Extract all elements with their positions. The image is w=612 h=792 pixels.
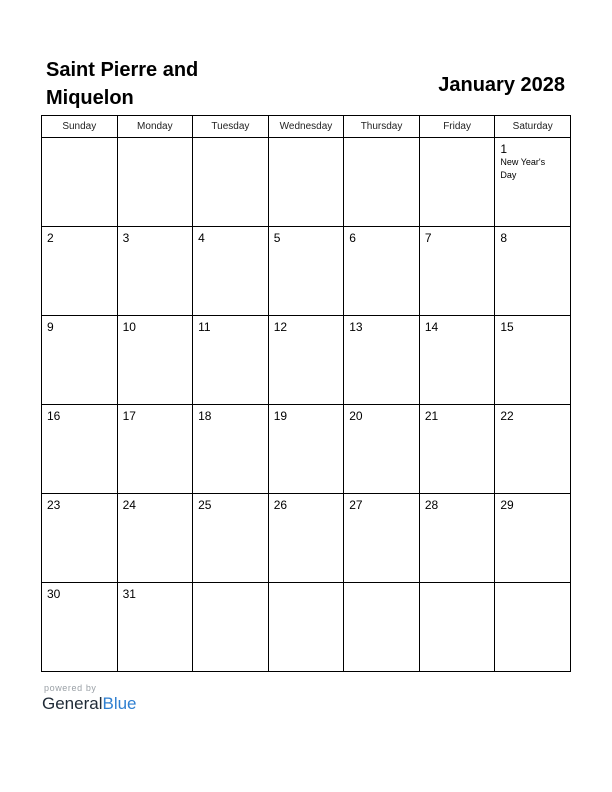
day-number: 19	[273, 409, 288, 423]
day-number: 26	[273, 498, 288, 512]
day-cell	[268, 583, 344, 672]
day-cell	[419, 494, 495, 583]
day-number: 20	[349, 409, 363, 423]
day-number: 24	[122, 498, 136, 512]
weekday-header-row	[42, 116, 571, 138]
day-number: 5	[273, 231, 281, 245]
day-cell	[344, 583, 420, 672]
day-cell	[344, 316, 420, 405]
week-row	[42, 583, 571, 672]
country-title: Saint Pierre and Miquelon	[46, 59, 199, 109]
day-cell	[117, 316, 193, 405]
day-number: 15	[500, 320, 514, 334]
logo-text-blue: Blue	[102, 694, 137, 713]
day-cell	[117, 405, 193, 494]
day-number: 31	[122, 587, 136, 601]
day-number: 25	[198, 498, 212, 512]
day-cell	[344, 405, 420, 494]
day-cell	[268, 316, 344, 405]
day-number: 1	[500, 142, 508, 156]
day-cell	[419, 316, 495, 405]
day-number: 6	[349, 231, 356, 245]
month-title: January 2028	[438, 74, 565, 96]
day-cell	[495, 227, 571, 316]
day-number: 12	[273, 320, 288, 334]
weekday-tuesday: Tuesday	[193, 116, 269, 138]
weekday-monday: Monday	[117, 116, 193, 138]
day-cell	[117, 583, 193, 672]
day-number: 11	[198, 320, 211, 334]
day-number: 13	[349, 320, 363, 334]
day-cell	[117, 138, 193, 227]
day-cell	[495, 494, 571, 583]
day-cell	[268, 494, 344, 583]
day-cell	[495, 405, 571, 494]
week-row	[42, 316, 571, 405]
day-cell	[42, 405, 118, 494]
day-number: 4	[198, 231, 205, 245]
day-cell	[268, 405, 344, 494]
weekday-wednesday: Wednesday	[268, 116, 344, 138]
day-cell	[42, 138, 118, 227]
week-row	[42, 138, 571, 227]
day-cell	[42, 227, 118, 316]
day-number: 27	[349, 498, 363, 512]
day-cell	[42, 316, 118, 405]
day-cell	[193, 227, 269, 316]
weekday-sunday: Sunday	[42, 116, 118, 138]
day-number: 7	[424, 231, 432, 245]
day-number: 29	[500, 498, 514, 512]
week-row	[42, 405, 571, 494]
day-number: 28	[424, 498, 439, 512]
week-row	[42, 227, 571, 316]
day-cell	[42, 583, 118, 672]
day-number: 17	[122, 409, 136, 423]
day-number: 8	[500, 231, 508, 245]
day-number: 23	[47, 498, 61, 512]
day-cell	[268, 227, 344, 316]
day-cell	[419, 405, 495, 494]
logo-text-general: General	[42, 694, 103, 713]
day-cell	[193, 138, 269, 227]
day-number: 22	[500, 409, 514, 423]
day-number: 10	[122, 320, 136, 334]
week-row	[42, 494, 571, 583]
holiday-label: New Year's Day	[500, 157, 546, 180]
day-number: 14	[424, 320, 439, 334]
weekday-thursday: Thursday	[344, 116, 420, 138]
day-cell	[495, 583, 571, 672]
weekday-saturday: Saturday	[495, 116, 571, 138]
day-number: 2	[47, 231, 54, 245]
day-cell	[268, 138, 344, 227]
generalblue-logo[interactable]	[42, 694, 137, 714]
day-cell	[344, 138, 420, 227]
day-cell	[117, 227, 193, 316]
day-cell	[193, 316, 269, 405]
day-cell	[193, 583, 269, 672]
calendar-grid	[41, 115, 571, 672]
day-cell	[344, 494, 420, 583]
day-cell	[42, 494, 118, 583]
day-number: 16	[47, 409, 61, 423]
day-number: 18	[198, 409, 212, 423]
day-cell	[193, 494, 269, 583]
day-cell	[419, 583, 495, 672]
day-number: 21	[424, 409, 439, 423]
day-cell	[495, 138, 571, 227]
day-number: 3	[122, 231, 130, 245]
day-number: 9	[47, 320, 54, 334]
day-cell	[344, 227, 420, 316]
day-number: 30	[47, 587, 61, 601]
day-cell	[495, 316, 571, 405]
day-cell	[419, 138, 495, 227]
day-cell	[193, 405, 269, 494]
day-cell	[117, 494, 193, 583]
powered-by-label: powered by	[44, 683, 97, 693]
day-cell	[419, 227, 495, 316]
weekday-friday: Friday	[419, 116, 495, 138]
